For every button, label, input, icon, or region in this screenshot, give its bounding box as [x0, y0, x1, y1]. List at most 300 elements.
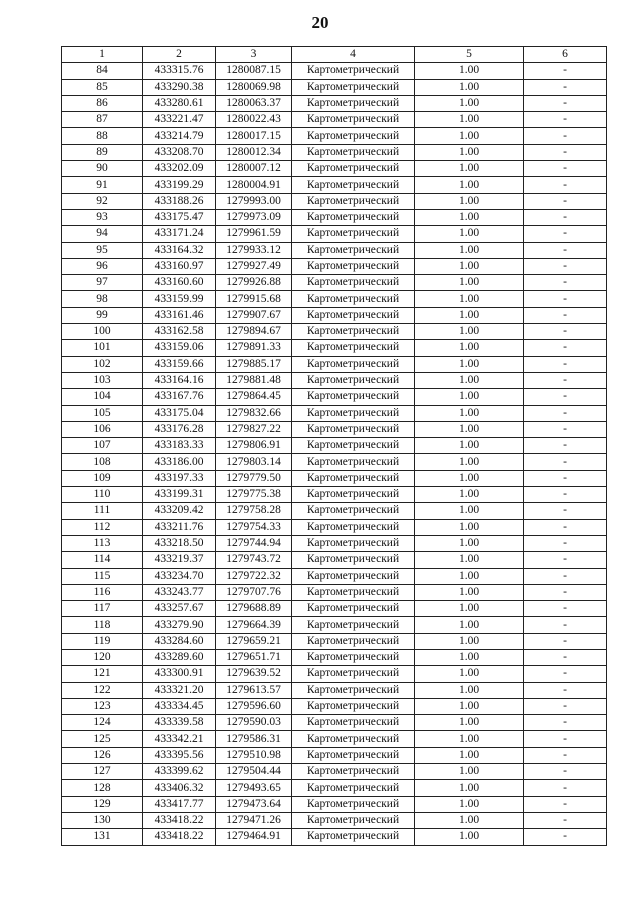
y-coordinate-cell: 1280069.98	[216, 79, 292, 95]
accuracy-cell: 1.00	[415, 258, 524, 274]
x-coordinate-cell: 433284.60	[143, 633, 216, 649]
method-cell: Картометрический	[292, 193, 415, 209]
table-row	[62, 161, 607, 177]
note-cell: -	[524, 112, 607, 128]
y-coordinate-cell: 1279827.22	[216, 421, 292, 437]
table-header-row	[62, 47, 607, 63]
x-coordinate-cell: 433399.62	[143, 764, 216, 780]
y-coordinate-cell: 1279722.32	[216, 568, 292, 584]
accuracy-cell: 1.00	[415, 470, 524, 486]
accuracy-cell: 1.00	[415, 633, 524, 649]
method-cell: Картометрический	[292, 829, 415, 845]
method-cell: Картометрический	[292, 519, 415, 535]
point-number-cell: 119	[62, 633, 143, 649]
y-coordinate-cell: 1280012.34	[216, 144, 292, 160]
point-number-cell: 98	[62, 291, 143, 307]
table-row	[62, 63, 607, 79]
y-coordinate-cell: 1279613.57	[216, 682, 292, 698]
y-coordinate-cell: 1279993.00	[216, 193, 292, 209]
x-coordinate-cell: 433218.50	[143, 535, 216, 551]
table-row	[62, 389, 607, 405]
table-row	[62, 470, 607, 486]
method-cell: Картометрический	[292, 698, 415, 714]
accuracy-cell: 1.00	[415, 698, 524, 714]
accuracy-cell: 1.00	[415, 226, 524, 242]
accuracy-cell: 1.00	[415, 780, 524, 796]
method-cell: Картометрический	[292, 470, 415, 486]
table-row	[62, 226, 607, 242]
y-coordinate-cell: 1279806.91	[216, 438, 292, 454]
x-coordinate-cell: 433171.24	[143, 226, 216, 242]
method-cell: Картометрический	[292, 209, 415, 225]
y-coordinate-cell: 1279510.98	[216, 747, 292, 763]
table-row	[62, 454, 607, 470]
y-coordinate-cell: 1279885.17	[216, 356, 292, 372]
x-coordinate-cell: 433161.46	[143, 307, 216, 323]
accuracy-cell: 1.00	[415, 112, 524, 128]
accuracy-cell: 1.00	[415, 405, 524, 421]
point-number-cell: 131	[62, 829, 143, 845]
note-cell: -	[524, 715, 607, 731]
point-number-cell: 129	[62, 796, 143, 812]
method-cell: Картометрический	[292, 438, 415, 454]
note-cell: -	[524, 258, 607, 274]
accuracy-cell: 1.00	[415, 438, 524, 454]
method-cell: Картометрический	[292, 372, 415, 388]
table-row	[62, 601, 607, 617]
table-row	[62, 584, 607, 600]
table-row	[62, 275, 607, 291]
method-cell: Картометрический	[292, 747, 415, 763]
table-row	[62, 291, 607, 307]
y-coordinate-cell: 1279832.66	[216, 405, 292, 421]
point-number-cell: 106	[62, 421, 143, 437]
table-row	[62, 95, 607, 111]
accuracy-cell: 1.00	[415, 356, 524, 372]
table-row	[62, 209, 607, 225]
x-coordinate-cell: 433418.22	[143, 812, 216, 828]
y-coordinate-cell: 1279744.94	[216, 535, 292, 551]
x-coordinate-cell: 433221.47	[143, 112, 216, 128]
note-cell: -	[524, 193, 607, 209]
point-number-cell: 92	[62, 193, 143, 209]
x-coordinate-cell: 433418.22	[143, 829, 216, 845]
x-coordinate-cell: 433280.61	[143, 95, 216, 111]
column-header: 6	[524, 47, 607, 63]
y-coordinate-cell: 1279881.48	[216, 372, 292, 388]
point-number-cell: 104	[62, 389, 143, 405]
accuracy-cell: 1.00	[415, 275, 524, 291]
x-coordinate-cell: 433183.33	[143, 438, 216, 454]
point-number-cell: 97	[62, 275, 143, 291]
x-coordinate-cell: 433321.20	[143, 682, 216, 698]
method-cell: Картометрический	[292, 177, 415, 193]
note-cell: -	[524, 405, 607, 421]
x-coordinate-cell: 433300.91	[143, 666, 216, 682]
note-cell: -	[524, 601, 607, 617]
table-row	[62, 715, 607, 731]
point-number-cell: 130	[62, 812, 143, 828]
method-cell: Картометрический	[292, 503, 415, 519]
accuracy-cell: 1.00	[415, 601, 524, 617]
accuracy-cell: 1.00	[415, 209, 524, 225]
note-cell: -	[524, 438, 607, 454]
note-cell: -	[524, 666, 607, 682]
method-cell: Картометрический	[292, 812, 415, 828]
table-row	[62, 307, 607, 323]
note-cell: -	[524, 454, 607, 470]
method-cell: Картометрический	[292, 682, 415, 698]
y-coordinate-cell: 1279659.21	[216, 633, 292, 649]
table-row	[62, 372, 607, 388]
method-cell: Картометрический	[292, 307, 415, 323]
note-cell: -	[524, 356, 607, 372]
y-coordinate-cell: 1279775.38	[216, 487, 292, 503]
y-coordinate-cell: 1280063.37	[216, 95, 292, 111]
accuracy-cell: 1.00	[415, 193, 524, 209]
y-coordinate-cell: 1279688.89	[216, 601, 292, 617]
method-cell: Картометрический	[292, 715, 415, 731]
method-cell: Картометрический	[292, 764, 415, 780]
method-cell: Картометрический	[292, 454, 415, 470]
accuracy-cell: 1.00	[415, 649, 524, 665]
accuracy-cell: 1.00	[415, 161, 524, 177]
x-coordinate-cell: 433208.70	[143, 144, 216, 160]
point-number-cell: 90	[62, 161, 143, 177]
note-cell: -	[524, 307, 607, 323]
point-number-cell: 95	[62, 242, 143, 258]
method-cell: Картометрический	[292, 649, 415, 665]
point-number-cell: 94	[62, 226, 143, 242]
table-row	[62, 535, 607, 551]
x-coordinate-cell: 433188.26	[143, 193, 216, 209]
table-row	[62, 780, 607, 796]
point-number-cell: 111	[62, 503, 143, 519]
method-cell: Картометрический	[292, 324, 415, 340]
table-row	[62, 812, 607, 828]
note-cell: -	[524, 144, 607, 160]
accuracy-cell: 1.00	[415, 324, 524, 340]
table-row	[62, 519, 607, 535]
note-cell: -	[524, 617, 607, 633]
table-row	[62, 144, 607, 160]
method-cell: Картометрический	[292, 356, 415, 372]
note-cell: -	[524, 95, 607, 111]
point-number-cell: 112	[62, 519, 143, 535]
x-coordinate-cell: 433160.97	[143, 258, 216, 274]
point-number-cell: 105	[62, 405, 143, 421]
note-cell: -	[524, 324, 607, 340]
point-number-cell: 122	[62, 682, 143, 698]
point-number-cell: 125	[62, 731, 143, 747]
note-cell: -	[524, 340, 607, 356]
accuracy-cell: 1.00	[415, 242, 524, 258]
point-number-cell: 123	[62, 698, 143, 714]
note-cell: -	[524, 470, 607, 486]
method-cell: Картометрический	[292, 552, 415, 568]
method-cell: Картометрический	[292, 226, 415, 242]
column-header: 1	[62, 47, 143, 63]
point-number-cell: 96	[62, 258, 143, 274]
point-number-cell: 117	[62, 601, 143, 617]
y-coordinate-cell: 1280004.91	[216, 177, 292, 193]
y-coordinate-cell: 1279864.45	[216, 389, 292, 405]
accuracy-cell: 1.00	[415, 584, 524, 600]
table-row	[62, 356, 607, 372]
accuracy-cell: 1.00	[415, 372, 524, 388]
accuracy-cell: 1.00	[415, 291, 524, 307]
table-row	[62, 829, 607, 845]
table-row	[62, 796, 607, 812]
column-header: 2	[143, 47, 216, 63]
note-cell: -	[524, 764, 607, 780]
accuracy-cell: 1.00	[415, 682, 524, 698]
table-row	[62, 617, 607, 633]
note-cell: -	[524, 796, 607, 812]
method-cell: Картометрический	[292, 780, 415, 796]
accuracy-cell: 1.00	[415, 503, 524, 519]
point-number-cell: 91	[62, 177, 143, 193]
note-cell: -	[524, 209, 607, 225]
accuracy-cell: 1.00	[415, 340, 524, 356]
table-row	[62, 764, 607, 780]
point-number-cell: 118	[62, 617, 143, 633]
y-coordinate-cell: 1279471.26	[216, 812, 292, 828]
table-row	[62, 649, 607, 665]
x-coordinate-cell: 433234.70	[143, 568, 216, 584]
point-number-cell: 87	[62, 112, 143, 128]
y-coordinate-cell: 1279707.76	[216, 584, 292, 600]
page-number: 20	[311, 13, 329, 32]
point-number-cell: 103	[62, 372, 143, 388]
note-cell: -	[524, 226, 607, 242]
accuracy-cell: 1.00	[415, 796, 524, 812]
y-coordinate-cell: 1279743.72	[216, 552, 292, 568]
method-cell: Картометрический	[292, 601, 415, 617]
point-number-cell: 113	[62, 535, 143, 551]
table-row	[62, 421, 607, 437]
accuracy-cell: 1.00	[415, 666, 524, 682]
method-cell: Картометрический	[292, 79, 415, 95]
point-number-cell: 120	[62, 649, 143, 665]
y-coordinate-cell: 1279639.52	[216, 666, 292, 682]
x-coordinate-cell: 433406.32	[143, 780, 216, 796]
table-row	[62, 731, 607, 747]
point-number-cell: 84	[62, 63, 143, 79]
note-cell: -	[524, 584, 607, 600]
table-row	[62, 193, 607, 209]
y-coordinate-cell: 1279664.39	[216, 617, 292, 633]
method-cell: Картометрический	[292, 405, 415, 421]
y-coordinate-cell: 1279803.14	[216, 454, 292, 470]
method-cell: Картометрический	[292, 796, 415, 812]
table-row	[62, 682, 607, 698]
accuracy-cell: 1.00	[415, 95, 524, 111]
point-number-cell: 99	[62, 307, 143, 323]
point-number-cell: 86	[62, 95, 143, 111]
x-coordinate-cell: 433175.47	[143, 209, 216, 225]
x-coordinate-cell: 433199.31	[143, 487, 216, 503]
method-cell: Картометрический	[292, 242, 415, 258]
table-row	[62, 112, 607, 128]
table-row	[62, 258, 607, 274]
note-cell: -	[524, 519, 607, 535]
y-coordinate-cell: 1279927.49	[216, 258, 292, 274]
method-cell: Картометрический	[292, 291, 415, 307]
y-coordinate-cell: 1280007.12	[216, 161, 292, 177]
column-header: 3	[216, 47, 292, 63]
y-coordinate-cell: 1279961.59	[216, 226, 292, 242]
point-number-cell: 126	[62, 747, 143, 763]
y-coordinate-cell: 1279754.33	[216, 519, 292, 535]
note-cell: -	[524, 535, 607, 551]
x-coordinate-cell: 433279.90	[143, 617, 216, 633]
table-row	[62, 79, 607, 95]
y-coordinate-cell: 1279933.12	[216, 242, 292, 258]
accuracy-cell: 1.00	[415, 764, 524, 780]
point-number-cell: 128	[62, 780, 143, 796]
method-cell: Картометрический	[292, 112, 415, 128]
x-coordinate-cell: 433257.67	[143, 601, 216, 617]
point-number-cell: 115	[62, 568, 143, 584]
note-cell: -	[524, 682, 607, 698]
table-row	[62, 666, 607, 682]
table-row	[62, 405, 607, 421]
y-coordinate-cell: 1279473.64	[216, 796, 292, 812]
method-cell: Картометрический	[292, 63, 415, 79]
method-cell: Картометрический	[292, 128, 415, 144]
point-number-cell: 93	[62, 209, 143, 225]
y-coordinate-cell: 1279894.67	[216, 324, 292, 340]
method-cell: Картометрический	[292, 144, 415, 160]
accuracy-cell: 1.00	[415, 715, 524, 731]
accuracy-cell: 1.00	[415, 177, 524, 193]
accuracy-cell: 1.00	[415, 812, 524, 828]
x-coordinate-cell: 433199.29	[143, 177, 216, 193]
table-row	[62, 568, 607, 584]
method-cell: Картометрический	[292, 95, 415, 111]
x-coordinate-cell: 433209.42	[143, 503, 216, 519]
x-coordinate-cell: 433159.66	[143, 356, 216, 372]
method-cell: Картометрический	[292, 617, 415, 633]
accuracy-cell: 1.00	[415, 829, 524, 845]
x-coordinate-cell: 433211.76	[143, 519, 216, 535]
table-row	[62, 747, 607, 763]
accuracy-cell: 1.00	[415, 128, 524, 144]
y-coordinate-cell: 1280087.15	[216, 63, 292, 79]
note-cell: -	[524, 812, 607, 828]
method-cell: Картометрический	[292, 535, 415, 551]
y-coordinate-cell: 1279651.71	[216, 649, 292, 665]
note-cell: -	[524, 389, 607, 405]
x-coordinate-cell: 433339.58	[143, 715, 216, 731]
column-header: 4	[292, 47, 415, 63]
x-coordinate-cell: 433342.21	[143, 731, 216, 747]
y-coordinate-cell: 1279915.68	[216, 291, 292, 307]
y-coordinate-cell: 1279590.03	[216, 715, 292, 731]
note-cell: -	[524, 421, 607, 437]
method-cell: Картометрический	[292, 666, 415, 682]
accuracy-cell: 1.00	[415, 144, 524, 160]
x-coordinate-cell: 433395.56	[143, 747, 216, 763]
accuracy-cell: 1.00	[415, 747, 524, 763]
table-row	[62, 552, 607, 568]
accuracy-cell: 1.00	[415, 617, 524, 633]
point-number-cell: 100	[62, 324, 143, 340]
note-cell: -	[524, 275, 607, 291]
y-coordinate-cell: 1279926.88	[216, 275, 292, 291]
accuracy-cell: 1.00	[415, 552, 524, 568]
y-coordinate-cell: 1279891.33	[216, 340, 292, 356]
accuracy-cell: 1.00	[415, 389, 524, 405]
accuracy-cell: 1.00	[415, 307, 524, 323]
note-cell: -	[524, 568, 607, 584]
x-coordinate-cell: 433334.45	[143, 698, 216, 714]
y-coordinate-cell: 1279907.67	[216, 307, 292, 323]
table-row	[62, 633, 607, 649]
accuracy-cell: 1.00	[415, 519, 524, 535]
table-row	[62, 340, 607, 356]
point-number-cell: 107	[62, 438, 143, 454]
x-coordinate-cell: 433164.16	[143, 372, 216, 388]
point-number-cell: 116	[62, 584, 143, 600]
x-coordinate-cell: 433159.06	[143, 340, 216, 356]
point-number-cell: 127	[62, 764, 143, 780]
y-coordinate-cell: 1279586.31	[216, 731, 292, 747]
note-cell: -	[524, 372, 607, 388]
accuracy-cell: 1.00	[415, 487, 524, 503]
y-coordinate-cell: 1280017.15	[216, 128, 292, 144]
note-cell: -	[524, 698, 607, 714]
y-coordinate-cell: 1280022.43	[216, 112, 292, 128]
y-coordinate-cell: 1279464.91	[216, 829, 292, 845]
x-coordinate-cell: 433167.76	[143, 389, 216, 405]
point-number-cell: 121	[62, 666, 143, 682]
note-cell: -	[524, 780, 607, 796]
point-number-cell: 85	[62, 79, 143, 95]
note-cell: -	[524, 829, 607, 845]
note-cell: -	[524, 649, 607, 665]
accuracy-cell: 1.00	[415, 535, 524, 551]
note-cell: -	[524, 487, 607, 503]
method-cell: Картометрический	[292, 161, 415, 177]
table-row	[62, 324, 607, 340]
method-cell: Картометрический	[292, 421, 415, 437]
note-cell: -	[524, 128, 607, 144]
table-row	[62, 503, 607, 519]
point-number-cell: 102	[62, 356, 143, 372]
method-cell: Картометрический	[292, 258, 415, 274]
method-cell: Картометрический	[292, 633, 415, 649]
accuracy-cell: 1.00	[415, 454, 524, 470]
x-coordinate-cell: 433315.76	[143, 63, 216, 79]
x-coordinate-cell: 433214.79	[143, 128, 216, 144]
note-cell: -	[524, 747, 607, 763]
x-coordinate-cell: 433159.99	[143, 291, 216, 307]
x-coordinate-cell: 433243.77	[143, 584, 216, 600]
note-cell: -	[524, 63, 607, 79]
x-coordinate-cell: 433176.28	[143, 421, 216, 437]
y-coordinate-cell: 1279493.65	[216, 780, 292, 796]
table-row	[62, 698, 607, 714]
x-coordinate-cell: 433175.04	[143, 405, 216, 421]
table-body	[62, 63, 607, 845]
point-number-cell: 101	[62, 340, 143, 356]
point-number-cell: 88	[62, 128, 143, 144]
table-row	[62, 438, 607, 454]
column-header: 5	[415, 47, 524, 63]
note-cell: -	[524, 79, 607, 95]
